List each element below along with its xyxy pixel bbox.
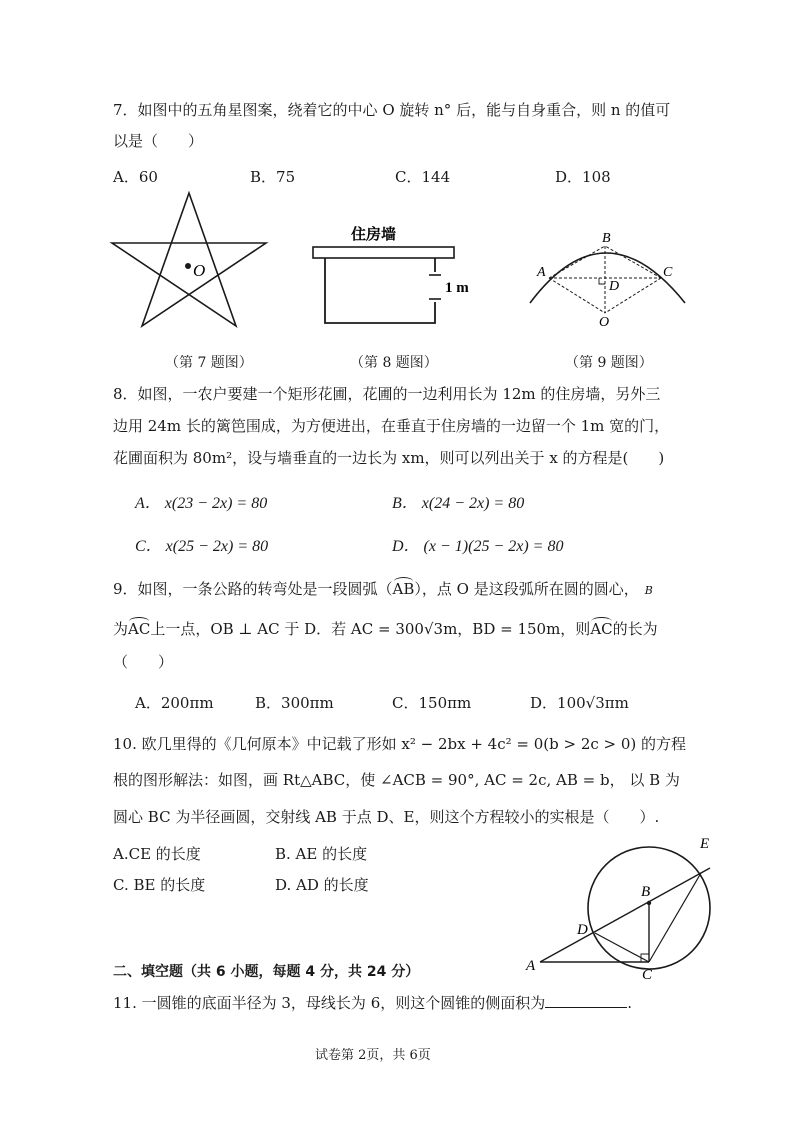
label-o: O bbox=[599, 315, 610, 330]
fig9-caption: （第 9 题图） bbox=[565, 355, 653, 371]
q10-option-c: C. BE 的长度 bbox=[113, 876, 206, 894]
q7-line2: 以是（ ） bbox=[113, 132, 204, 150]
label-b: B bbox=[641, 884, 651, 900]
q9-line1-b: ），点 O 是这段弧所在圆的圆心， bbox=[414, 580, 639, 598]
label-e: E bbox=[700, 836, 710, 852]
q8-line1: 8．如图，一农户要建一个矩形花圃，花圃的一边利用长为 12m 的住房墙，另外三 bbox=[113, 385, 661, 403]
garden-figure bbox=[305, 220, 495, 335]
road-arc-figure bbox=[525, 228, 700, 333]
fig8-caption: （第 8 题图） bbox=[350, 355, 438, 371]
q11-text: 11. 一圆锥的底面半径为 3，母线长为 6，则这个圆锥的侧面积为 bbox=[113, 994, 546, 1012]
q9-line2 bbox=[113, 622, 658, 637]
section-heading: 二、填空题（共 6 小题，每题 4 分，共 24 分） bbox=[113, 964, 420, 980]
q11-end: . bbox=[627, 994, 633, 1012]
q11-line bbox=[113, 995, 632, 1011]
label-o: O bbox=[193, 261, 206, 280]
q8-option-d: D． (x − 1)(25 − 2x) = 80 bbox=[392, 538, 564, 555]
q7-option-c: C．144 bbox=[395, 168, 451, 186]
gate-label: 1 m bbox=[445, 280, 469, 296]
pentagram-figure bbox=[100, 185, 290, 335]
label-c: C bbox=[642, 967, 653, 983]
q9-option-a: A．200πm bbox=[135, 694, 214, 712]
fig7-caption: （第 7 题图） bbox=[165, 355, 253, 371]
q8-option-a: A． x(23 − 2x) = 80 bbox=[135, 495, 268, 512]
circle-construction-figure bbox=[520, 836, 730, 985]
q10-line1: 10. 欧几里得的《几何原本》中记载了形如 x² − 2bx + 4c² = 0(b > 2c > 0) 的方程 bbox=[113, 735, 687, 753]
q9-line2-b: 上一点，OB ⊥ AC 于 D．若 AC = 300√3m，BD = 150m，则 bbox=[150, 620, 591, 638]
q7-option-d: D．108 bbox=[555, 168, 611, 186]
arc-ab: AB bbox=[392, 580, 415, 598]
label-c: C bbox=[663, 265, 673, 280]
center-point bbox=[185, 263, 191, 269]
wall-label: 住房墙 bbox=[351, 225, 397, 243]
q10-option-a: A.CE 的长度 bbox=[113, 845, 201, 863]
q9-line3: （ ） bbox=[113, 653, 174, 671]
arc-ac: AC bbox=[128, 620, 151, 638]
q9-line1 bbox=[113, 582, 653, 597]
q7-option-b: B．75 bbox=[250, 168, 296, 186]
arc-ac-2: AC bbox=[590, 620, 613, 638]
q9-line1-a: 9．如图，一条公路的转弯处是一段圆弧（ bbox=[113, 580, 393, 598]
q10-option-b: B. AE 的长度 bbox=[275, 845, 368, 863]
answer-blank bbox=[545, 995, 627, 1008]
page-footer: 试卷第 2页，共 6页 bbox=[315, 1048, 431, 1063]
q8-line3: 花圃面积为 80m²，设与墙垂直的一边长为 xm，则可以列出关于 x 的方程是( ) bbox=[113, 449, 665, 467]
q9-option-b: B．300πm bbox=[255, 694, 334, 712]
q8-option-b: B． x(24 − 2x) = 80 bbox=[392, 495, 525, 512]
q7-line1: 7．如图中的五角星图案，绕着它的中心 O 旋转 n° 后，能与自身重合，则 n 的值可 bbox=[113, 101, 671, 119]
label-b: B bbox=[602, 231, 611, 246]
label-d: D bbox=[577, 922, 588, 938]
q9-option-d: D．100√3πm bbox=[530, 694, 629, 712]
q9-option-c: C．150πm bbox=[392, 694, 472, 712]
label-d: D bbox=[609, 279, 620, 294]
q8-option-c: C． x(25 − 2x) = 80 bbox=[135, 538, 269, 555]
q10-line3: 圆心 BC 为半径画圆，交射线 AB 于点 D、E，则这个方程较小的实根是（ ）. bbox=[113, 808, 660, 826]
label-a: A bbox=[526, 958, 536, 974]
q8-line2: 边用 24m 长的篱笆围成，为方便进出，在垂直于住房墙的一边留一个 1m 宽的门， bbox=[113, 417, 670, 435]
q10-option-d: D. AD 的长度 bbox=[275, 876, 369, 894]
q7-option-a: A．60 bbox=[113, 168, 158, 186]
q9-line2-a: 为 bbox=[113, 620, 129, 638]
q9-line2-c: 的长为 bbox=[612, 620, 658, 638]
q9-line1-c: B bbox=[644, 584, 653, 597]
q10-line2: 根的图形解法：如图，画 Rt△ABC，使 ∠ACB = 90°, AC = 2c, AB = b， 以 B 为 bbox=[113, 771, 680, 789]
label-a: A bbox=[537, 265, 546, 280]
